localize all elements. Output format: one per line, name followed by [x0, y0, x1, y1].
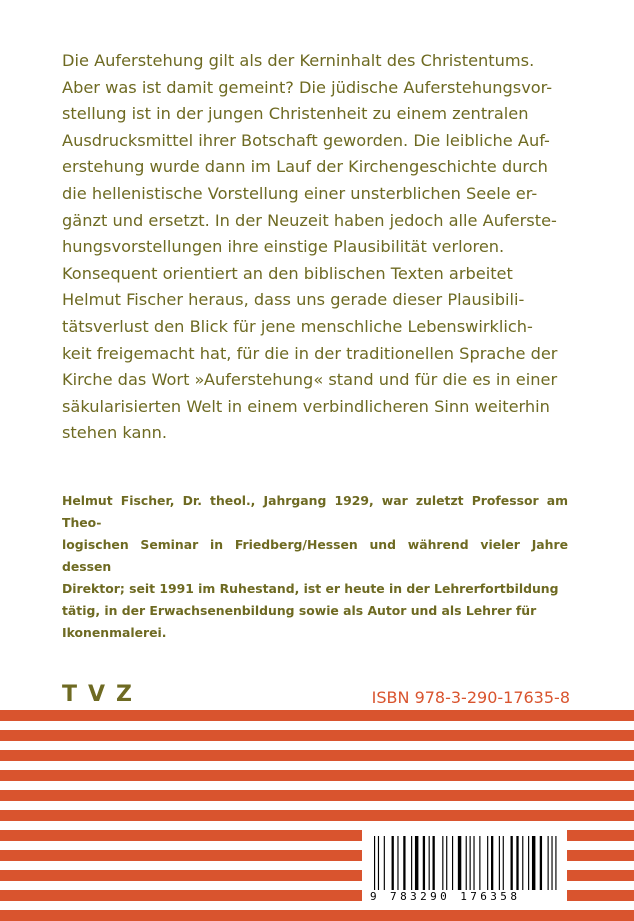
blurb-line: Konsequent orientiert an den biblischen Texten arbeitet: [62, 263, 513, 283]
bio-line: Direktor; seit 1991 im Ruhestand, ist er heute in der Lehrerfortbildung: [62, 581, 559, 596]
stripe: [0, 810, 634, 821]
stripe: [0, 790, 634, 801]
stripe: [0, 910, 634, 921]
blurb-text: [62, 48, 568, 447]
blurb-line: erstehung wurde dann im Lauf der Kirchengeschichte durch: [62, 157, 548, 177]
blurb-line: keit freigemacht hat, für die in der traditionellen Sprache der: [62, 343, 558, 363]
blurb-line: Kirche das Wort »Auferstehung« stand und für die es in einer: [62, 370, 558, 390]
blurb-line: Die Auferstehung gilt als der Kerninhalt des Christentums.: [62, 51, 535, 70]
blurb-line: gänzt und ersetzt. In der Neuzeit haben jedoch alle Auferste-: [62, 210, 557, 230]
blurb-line: Helmut Fischer heraus, dass uns gerade dieser Plausibili-: [62, 290, 525, 310]
isbn-label: ISBN 978-3-290-17635-8: [371, 688, 570, 707]
blurb-line: stehen kann.: [62, 423, 168, 443]
publisher-logo: TVZ: [62, 682, 143, 707]
blurb-line: Aber was ist damit gemeint? Die jüdische Auferstehungsvor-: [62, 77, 553, 97]
bio-line: Ikonenmalerei.: [62, 625, 167, 640]
barcode-image: [372, 836, 562, 890]
stripe: [0, 750, 634, 761]
bio-line: tätig, in der Erwachsenenbildung sowie als Autor und als Lehrer für: [62, 603, 537, 618]
blurb-line: hungsvorstellungen ihre einstige Plausibilität verloren.: [62, 237, 505, 257]
barcode-panel: [362, 830, 567, 908]
blurb-line: stellung ist in der jungen Christenheit zu einem zentralen: [62, 104, 529, 124]
bio-line: logischen Seminar in Friedberg/Hessen und während vieler Jahre dessen: [62, 537, 568, 574]
barcode-number: 9 783290 176358: [370, 890, 521, 903]
blurb-line: die hellenistische Vorstellung einer unsterblichen Seele er-: [62, 183, 538, 203]
stripe: [0, 770, 634, 781]
blurb-line: säkularisierten Welt in einem verbindlicheren Sinn weiterhin: [62, 396, 550, 416]
blurb-line: tätsverlust den Blick für jene menschliche Lebenswirklich-: [62, 316, 533, 336]
stripe: [0, 730, 634, 741]
bio-line: Helmut Fischer, Dr. theol., Jahrgang 1929, war zuletzt Professor am Theo-: [62, 493, 568, 530]
author-bio: [62, 490, 568, 644]
blurb-line: Ausdrucksmittel ihrer Botschaft geworden. Die leibliche Auf-: [62, 130, 550, 150]
stripe: [0, 710, 634, 721]
